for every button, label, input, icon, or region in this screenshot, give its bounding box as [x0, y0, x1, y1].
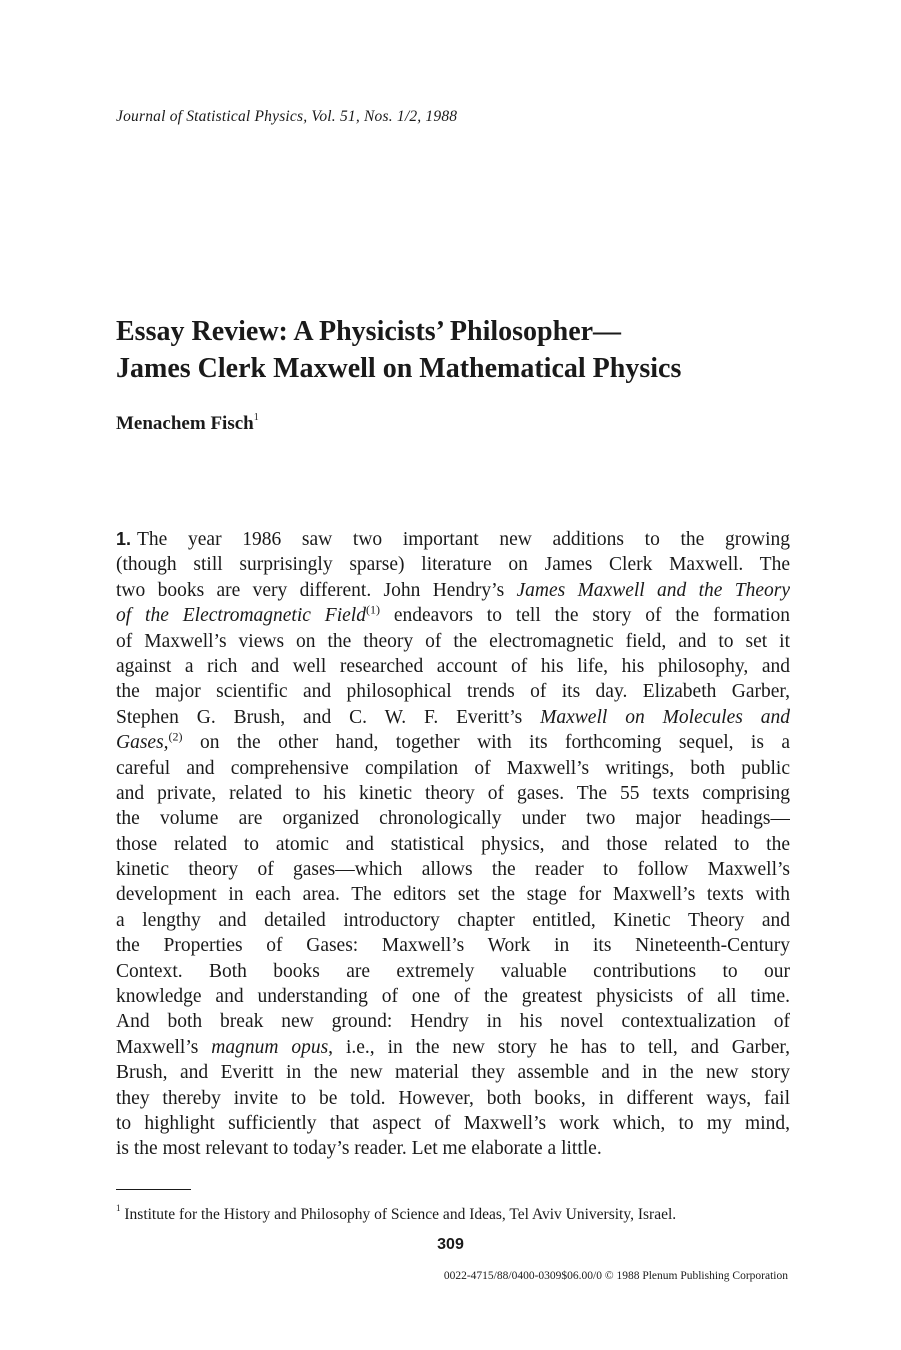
author-name-text: Menachem Fisch	[116, 413, 254, 434]
book-title-hendry: James Maxwell and the Theory	[516, 579, 790, 601]
footnote	[116, 1205, 676, 1224]
article-title	[116, 313, 816, 387]
paragraph-line: the major scientific and philosophical trends of its day. Elizabeth Garber,	[116, 681, 790, 703]
page-number: 309	[437, 1236, 464, 1253]
paragraph-line: Maxwell’s magnum opus, i.e., in the new story he has to tell, and Garber,	[116, 1036, 790, 1058]
reference-mark-2: (2)	[168, 730, 183, 744]
magnum-opus-italic: magnum opus	[211, 1036, 329, 1058]
paragraph-line: the Properties of Gases: Maxwell’s Work in its Nineteenth-Century	[116, 935, 790, 957]
section-1-paragraph	[116, 527, 790, 1162]
paragraph-line: Context. Both books are extremely valuable contributions to our	[116, 960, 790, 982]
paragraph-line: the volume are organized chronologically under two major headings—	[116, 808, 790, 830]
footnote-separator	[116, 1189, 191, 1190]
paragraph-line: of the Electromagnetic Field$^{(1)}$ endeavors to tell the story of the formation	[116, 603, 790, 627]
paragraph-line: and private, related to his kinetic theory of gases. The 55 texts comprising	[116, 782, 790, 804]
paragraph-line: Brush, and Everitt in the new material they assemble and in the new story	[116, 1062, 790, 1084]
paragraph-line: of Maxwell’s views on the theory of the electromagnetic field, and to set it	[116, 630, 790, 652]
copyright-line: 0022-4715/88/0400-0309$06.00/0 © 1988 Plenum Publishing Corporation	[443, 1270, 788, 1282]
book-title-garber: Maxwell on Molecules and	[540, 706, 790, 728]
paragraph-line: Stephen G. Brush, and C. W. F. Everitt’s Maxwell on Molecules and	[116, 706, 790, 728]
paragraph-line: 1. The year 1986 saw two important new additions to the growing	[116, 529, 790, 550]
journal-citation: Journal of Statistical Physics, Vol. 51, Nos. 1/2, 1988	[116, 108, 458, 125]
paragraph-line: to highlight sufficiently that aspect of Maxwell’s work which, to my mind,	[116, 1112, 790, 1134]
paragraph-line: development in each area. The editors set the stage for Maxwell’s texts with	[116, 884, 790, 906]
reference-mark-1: (1)	[365, 603, 380, 617]
section-number: 1.	[116, 529, 132, 549]
author-footnote-mark: 1	[253, 411, 259, 423]
author-name	[116, 413, 259, 435]
paragraph-line: careful and comprehensive compilation of Maxwell’s writings, both public	[116, 757, 790, 779]
footnote-text: Institute for the History and Philosophy of Science and Ideas, Tel Aviv University, Israel.	[124, 1206, 677, 1224]
paragraph-line: (though still surprisingly sparse) literature on James Clerk Maxwell. The	[116, 554, 790, 576]
article-title-line-2: James Clerk Maxwell on Mathematical Physics	[116, 353, 682, 384]
article-title-line-1: Essay Review: A Physicists’ Philosopher—	[116, 316, 622, 347]
paragraph-line: Gases,$^{(2)}$ on the other hand, together with its forthcoming sequel, is a	[116, 730, 790, 754]
footnote-mark: 1	[116, 1203, 121, 1213]
paragraph-line: those related to atomic and statistical physics, and those related to the	[116, 833, 790, 855]
book-title-hendry-cont: of the Electromagnetic Field	[116, 605, 366, 627]
paragraph-line: they thereby invite to be told. However, both books, in different ways, fail	[116, 1087, 790, 1109]
paragraph-line: knowledge and understanding of one of the greatest physicists of all time.	[116, 986, 790, 1008]
paragraph-line: two books are very different. John Hendry’s James Maxwell and the Theory	[116, 579, 790, 601]
book-title-garber-cont: Gases,	[116, 732, 169, 754]
paragraph-line: a lengthy and detailed introductory chapter entitled, Kinetic Theory and	[116, 909, 790, 931]
paragraph-line: against a rich and well researched account of his life, his philosophy, and	[116, 655, 790, 677]
paragraph-line: And both break new ground: Hendry in his novel contextualization of	[116, 1011, 790, 1033]
paragraph-line: kinetic theory of gases—which allows the reader to follow Maxwell’s	[116, 859, 790, 881]
paragraph-line: is the most relevant to today’s reader. Let me elaborate a little.	[116, 1138, 602, 1160]
